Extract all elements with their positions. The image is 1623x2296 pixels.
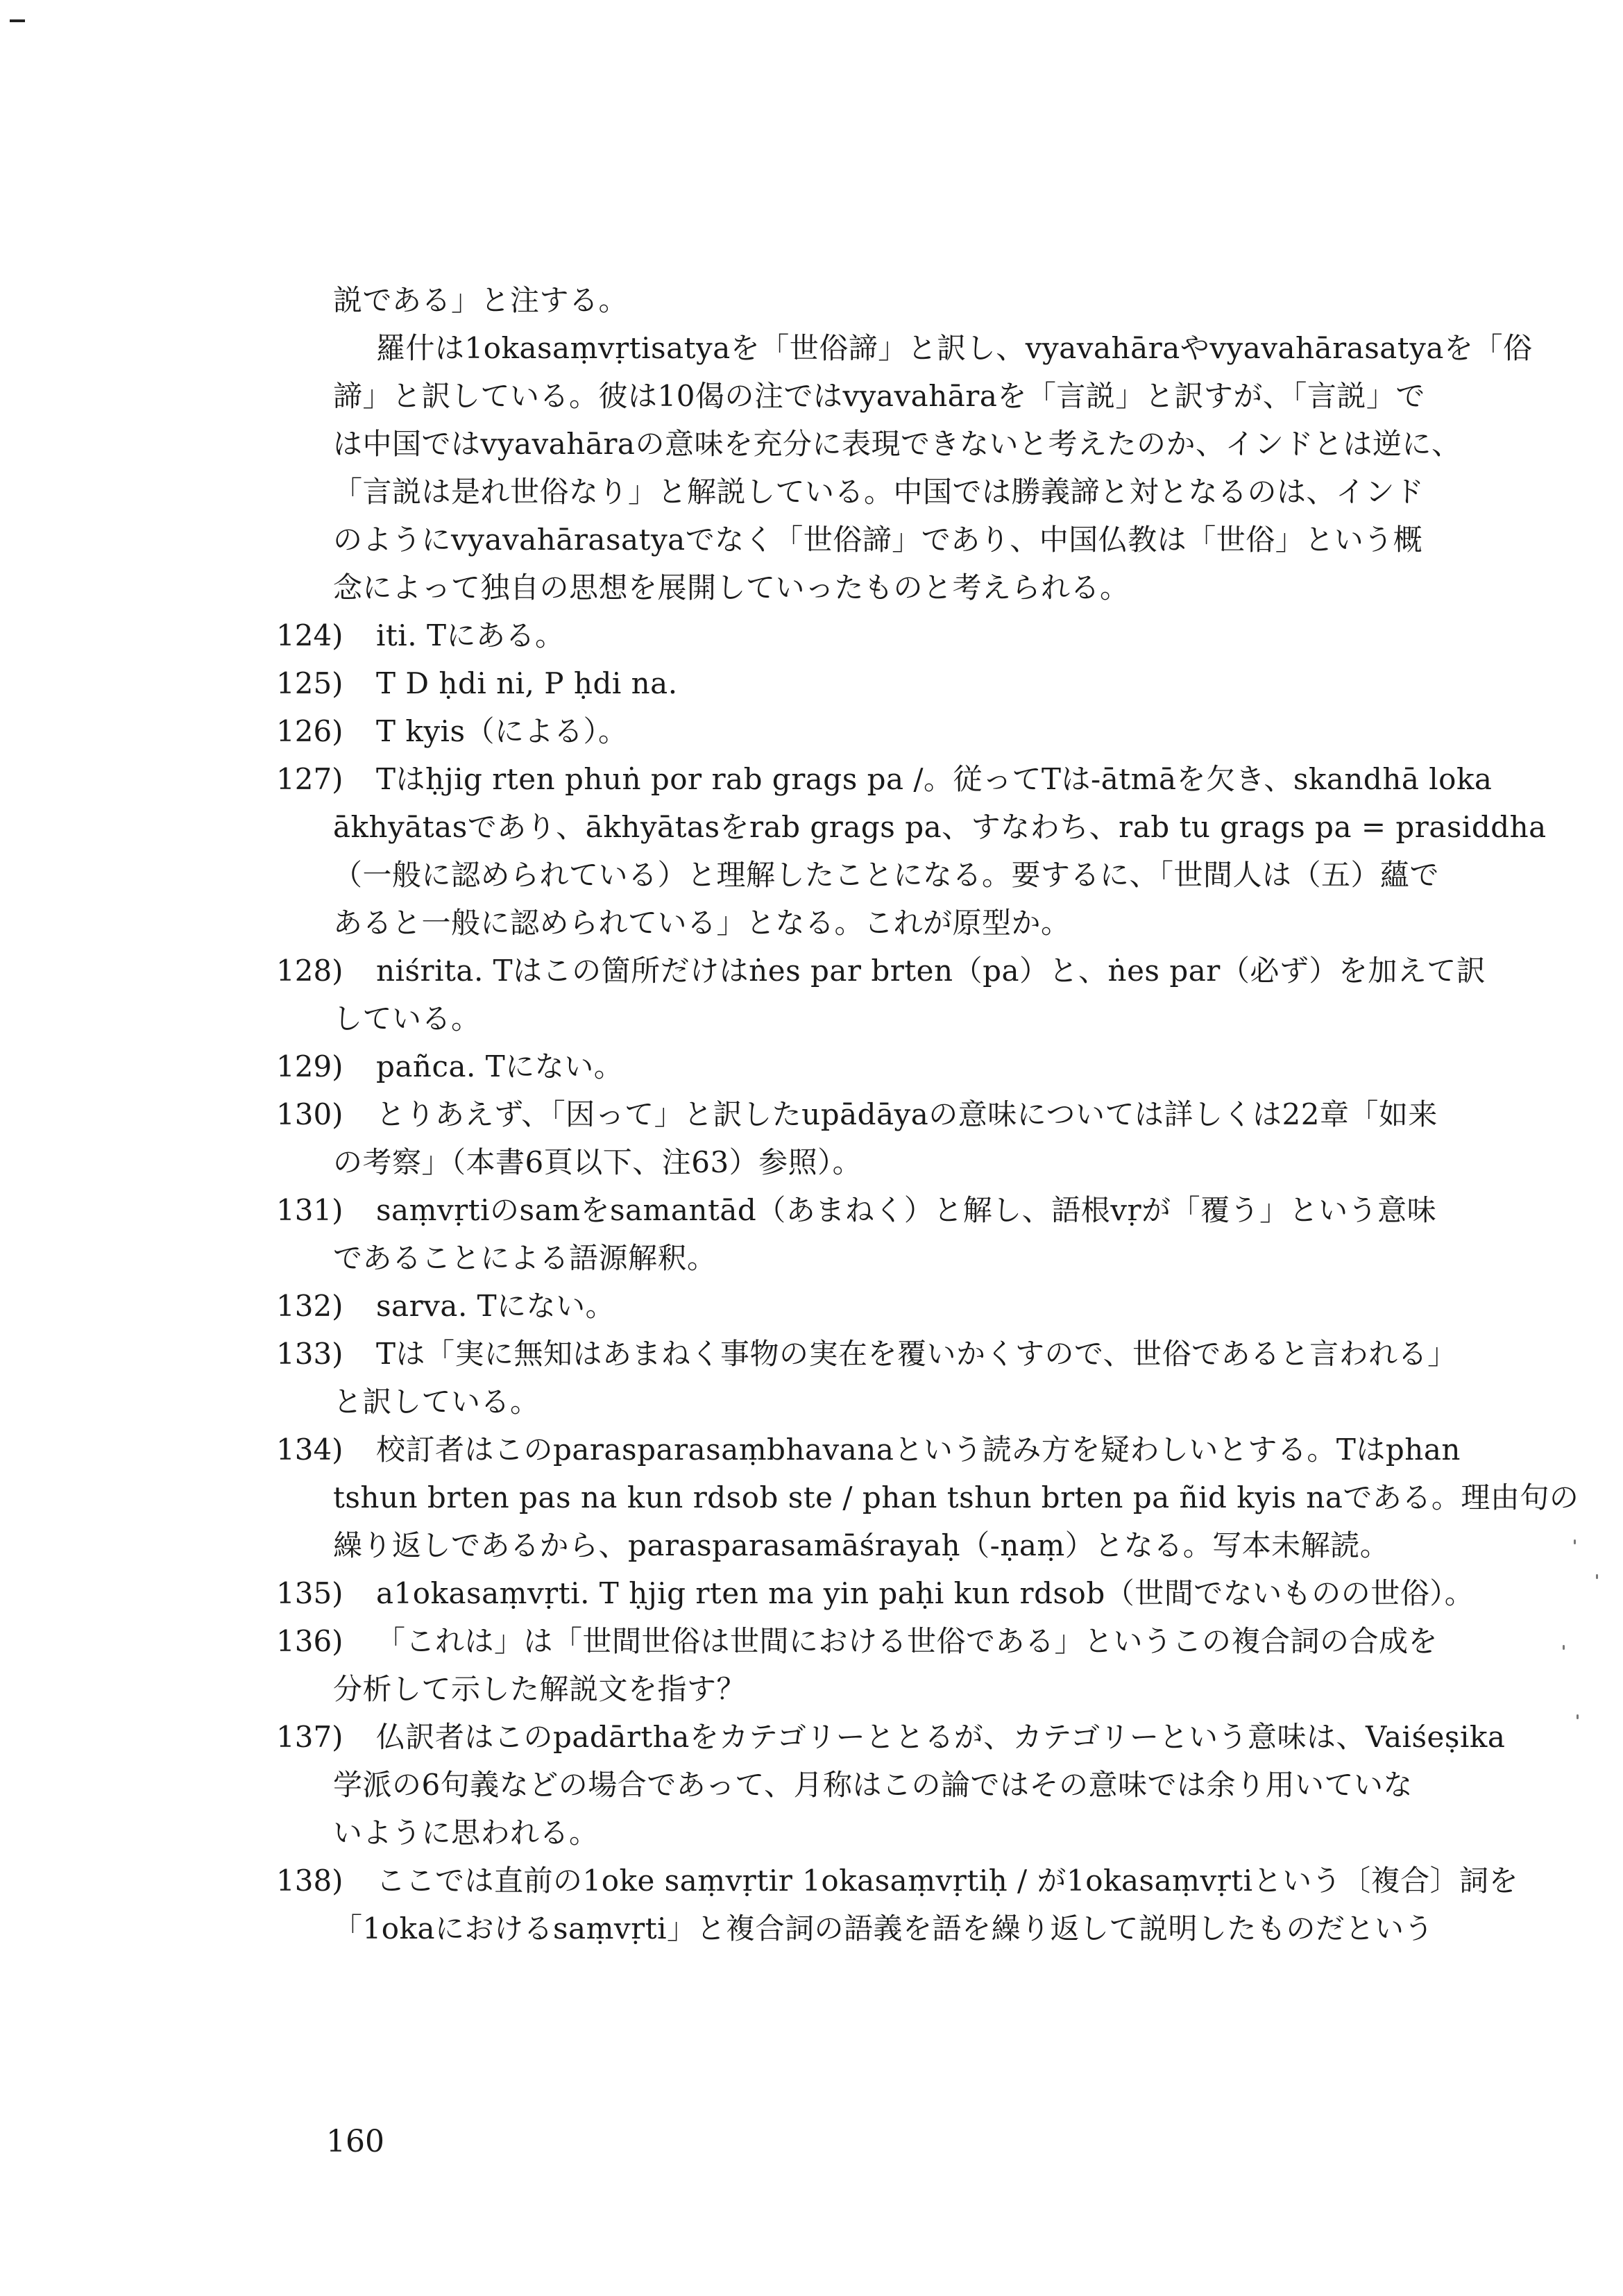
note-number: 127): [276, 762, 343, 796]
paragraph-line: は中国ではvyavahāraの意味を充分に表現できないと考えたのか、インドとは逆に、: [333, 427, 1461, 461]
note-125: [276, 659, 1457, 707]
note-number: 124): [276, 618, 343, 652]
note-line: a1okasaṃvṛti. T ḥjig rten ma yin paḥi kun rdsob（世間でないものの世俗）。: [376, 1576, 1475, 1610]
note-131: [276, 1186, 1457, 1282]
note-number: 137): [276, 1720, 343, 1754]
paragraph-line: のようにvyavahārasatyaでなく「世俗諦」であり、中国仏教は「世俗」という概: [333, 523, 1423, 557]
intro-paragraph: [333, 324, 1533, 611]
scan-speck: [1574, 1539, 1576, 1544]
note-130: [276, 1090, 1457, 1186]
note-line: とりあえず、「因って」と訳したupādāyaの意味については詳しくは22章「如来: [376, 1097, 1438, 1131]
note-number: 134): [276, 1433, 343, 1467]
paragraph-line: 諦」と訳している。彼は10偈の注ではvyavahāraを「言説」と訳すが、「言説」で: [333, 379, 1425, 413]
note-number: 135): [276, 1576, 343, 1610]
continuation-line: 説である」と注する。: [333, 283, 629, 317]
corner-mark: [10, 19, 25, 22]
note-128: [276, 947, 1486, 1043]
note-127: [276, 755, 1547, 947]
note-124: [276, 611, 1457, 659]
note-136: [276, 1617, 1457, 1713]
note-line: あると一般に認められている」となる。これが原型か。: [333, 906, 1071, 940]
note-line: saṃvṛtiのsamをsamantād（あまねく）と解し、語根vṛが「覆う」という意味: [376, 1193, 1437, 1227]
note-line: 仏訳者はこのpadārthaをカテゴリーととるが、カテゴリーという意味は、Vaiśeṣika: [376, 1720, 1506, 1754]
note-line: Tは「実に無知はあまねく事物の実在を覆いかくすので、世俗であると言われる」: [376, 1337, 1457, 1371]
note-line: している。: [333, 1002, 481, 1036]
note-number: 133): [276, 1337, 343, 1371]
note-line: いように思われる。: [333, 1816, 599, 1850]
note-line: 「1okaにおけるsaṃvṛti」と複合詞の語義を語を繰り返して説明したものだという: [333, 1911, 1434, 1945]
note-number: 131): [276, 1193, 343, 1227]
note-line: 分析して示した解説文を指す？: [333, 1672, 747, 1706]
note-number: 128): [276, 954, 343, 988]
note-number: 126): [276, 714, 343, 748]
note-number: 136): [276, 1624, 343, 1658]
page-body: [276, 276, 1579, 1952]
note-number: 125): [276, 666, 343, 700]
note-number: 138): [276, 1864, 343, 1898]
note-number: 130): [276, 1097, 343, 1131]
note-line: iti. Tにある。: [376, 618, 565, 652]
note-135: [276, 1569, 1475, 1617]
note-line: sarva. Tにない。: [376, 1289, 615, 1323]
scan-speck: [1596, 1574, 1598, 1579]
note-line: と訳している。: [333, 1385, 540, 1419]
note-number: 129): [276, 1049, 343, 1083]
paragraph-line: 念によって独自の思想を展開していったものと考えられる。: [333, 571, 1130, 605]
note-line: pañca. Tにない。: [376, 1049, 624, 1083]
note-line: （一般に認められている）と理解したことになる。要するに、「世間人は（五）蘊で: [333, 858, 1440, 892]
note-line: tshun brten pas na kun rdsob ste / phan tshun brten pa ñid kyis naである。理由句の: [333, 1480, 1579, 1514]
note-line: T kyis（による）。: [376, 714, 628, 748]
note-line: 繰り返しであるから、parasparasamāśrayaḥ（-ṇaṃ）となる。写本未解読。: [333, 1528, 1390, 1562]
paragraph-line: 「言説は是れ世俗なり」と解説している。中国では勝義諦と対となるのは、インド: [333, 475, 1425, 509]
note-line: T D ḥdi ni, P ḥdi na.: [376, 666, 678, 700]
note-132: [276, 1282, 1457, 1330]
note-line: の考察」（本書6頁以下、注63）参照）。: [333, 1145, 863, 1179]
note-line: ākhyātasであり、ākhyātasをrab grags pa、すなわち、rab tu grags pa = prasiddha: [333, 810, 1547, 844]
scan-speck: [1563, 1645, 1565, 1650]
note-129: [276, 1043, 1457, 1090]
note-134: [276, 1426, 1579, 1569]
note-line: であることによる語源解釈。: [333, 1241, 717, 1275]
note-line: 学派の6句義などの場合であって、月称はこの論ではその意味では余り用いていな: [333, 1768, 1413, 1802]
note-line: 「これは」は「世間世俗は世間における世俗である」というこの複合詞の合成を: [376, 1624, 1438, 1658]
note-line: Tはḥjig rten phuṅ por rab grags pa /。従ってTは-ātmāを欠き、skandhā loka: [376, 762, 1493, 796]
note-line: ここでは直前の1oke saṃvṛtir 1okasaṃvṛtiḥ / が1okasaṃvṛtiという〔複合〕詞を: [376, 1864, 1519, 1898]
note-138: [276, 1857, 1519, 1952]
page-number: 160: [326, 2124, 384, 2159]
note-line: 校訂者はこのparasparasaṃbhavanaという読み方を疑わしいとする。Tはphan: [376, 1433, 1461, 1467]
note-137: [276, 1713, 1506, 1857]
note-133: [276, 1330, 1457, 1426]
scan-speck: [1577, 1714, 1579, 1719]
paragraph-line: 羅什は1okasaṃvṛtisatyaを「世俗諦」と訳し、vyavahāraやvyavahārasatyaを「俗: [376, 331, 1533, 365]
note-126: [276, 707, 1457, 755]
note-number: 132): [276, 1289, 343, 1323]
note-line: niśrita. Tはこの箇所だけはṅes par brten（pa）と、ṅes par（必ず）を加えて訳: [376, 954, 1486, 988]
